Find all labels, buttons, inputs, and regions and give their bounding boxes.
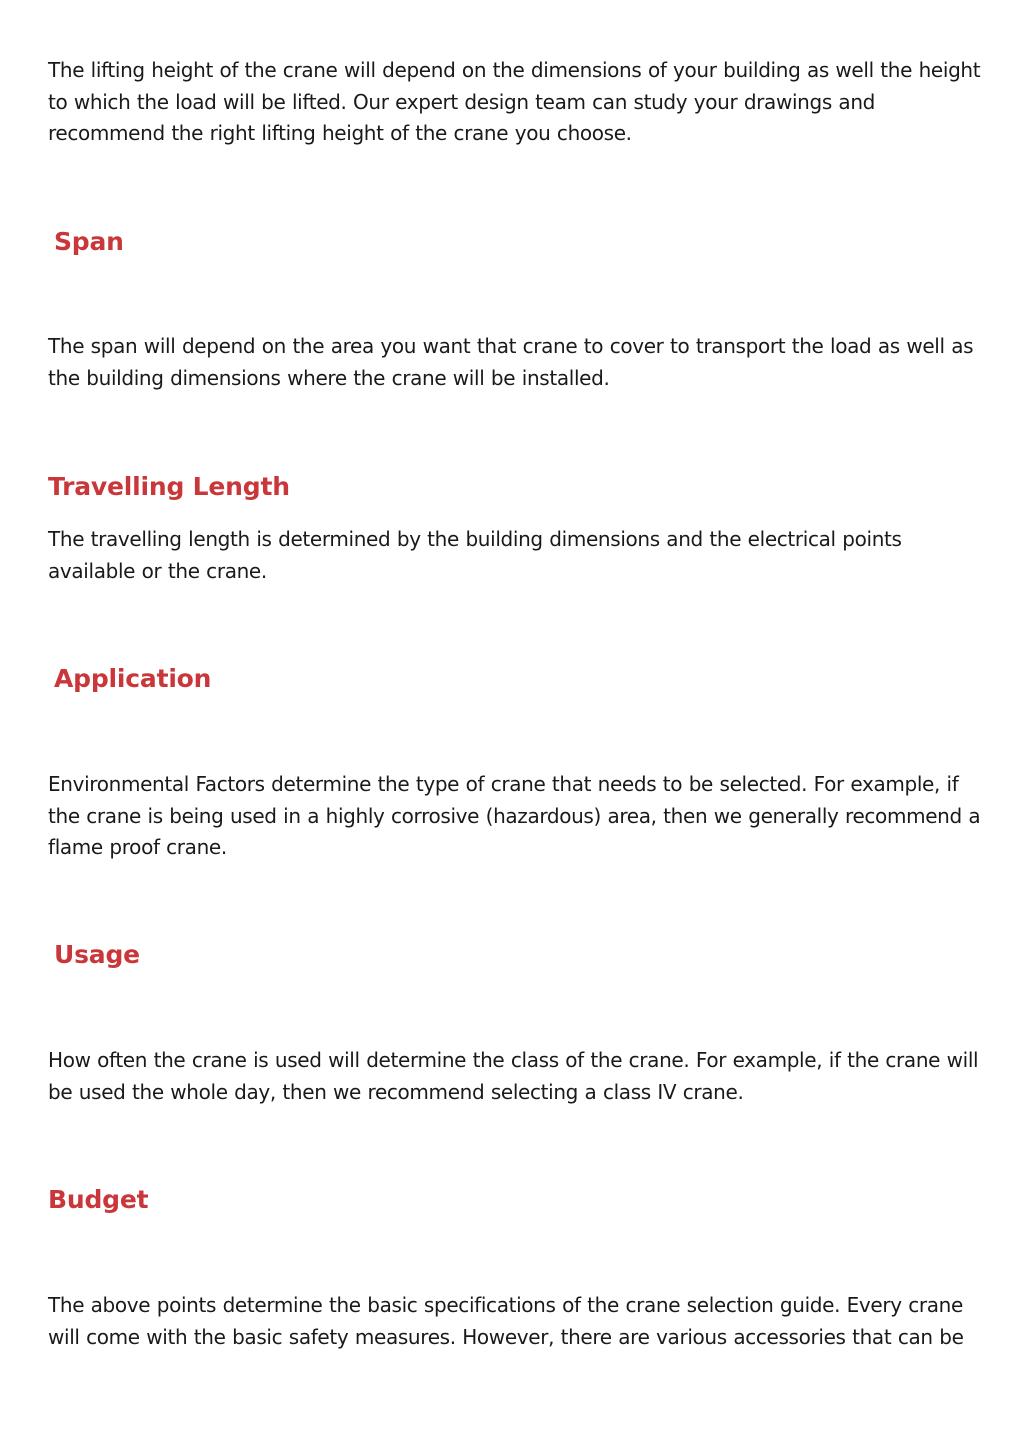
heading-travelling-length: Travelling Length: [48, 472, 290, 501]
paragraph-usage: How often the crane is used will determine the class of the crane. For example, if the crane will be used the whole day, then we recommend selecting a class IV crane.: [48, 1048, 979, 1104]
paragraph-travelling-length: The travelling length is determined by the building dimensions and the electrical points available or the crane.: [48, 527, 902, 583]
paragraph-budget: The above points determine the basic specifications of the crane selection guide. Every crane will come with the basic safety measures. However, there are various accessories that can be: [48, 1293, 964, 1349]
heading-span: Span: [54, 227, 124, 256]
heading-application: Application: [54, 664, 212, 693]
paragraph-span: The span will depend on the area you want that crane to cover to transport the load as well as the building dimensions where the crane will be installed.: [48, 334, 974, 390]
intro-paragraph: The lifting height of the crane will depend on the dimensions of your building as well the height to which the load will be lifted. Our expert design team can study your drawings and recommend the right lifting height of the crane you choose.: [48, 58, 981, 145]
heading-budget: Budget: [48, 1185, 149, 1214]
paragraph-application: Environmental Factors determine the type of crane that needs to be selected. For example, if the crane is being used in a highly corrosive (hazardous) area, then we generally recommend a flame proof crane.: [48, 772, 981, 859]
heading-usage: Usage: [54, 940, 140, 969]
